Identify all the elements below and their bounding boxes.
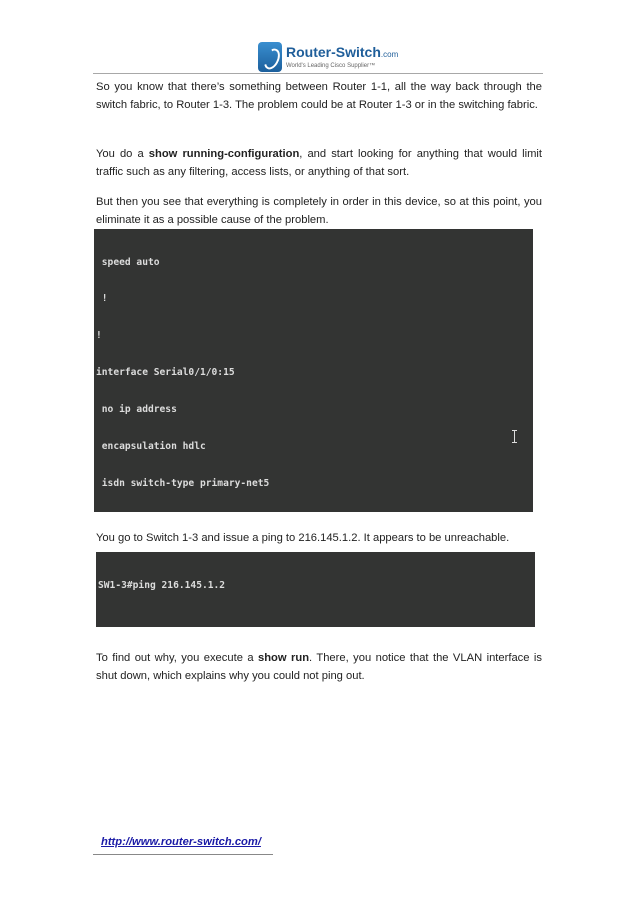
terminal-line: ! xyxy=(96,330,102,342)
router-switch-logo xyxy=(258,40,398,74)
terminal-line: interface Serial0/1/0:15 xyxy=(96,367,235,379)
terminal-line: isdn switch-type primary-net5 xyxy=(96,477,270,489)
terminal-line xyxy=(98,618,535,627)
terminal-line: ! xyxy=(96,293,108,305)
paragraph-4: You go to Switch 1-3 and issue a ping to 216.145.1.2. It appears to be unreachable. xyxy=(96,532,510,544)
paragraph-5: To find out why, you execute a show run. There, you notice that the VLAN interface is shut down, which explains why you could not ping out. xyxy=(96,652,542,682)
logo-domain: .com xyxy=(380,49,399,59)
command-show-running-config: show running-configuration xyxy=(148,148,300,160)
terminal-line: encapsulation hdlc xyxy=(96,441,206,453)
router-config-terminal xyxy=(94,229,533,512)
paragraph-1: So you know that there’s something between Router 1-1, all the way back through the switch fabric, to Router 1-3. The problem could be at Router 1-3 or in the switching fabric. xyxy=(96,81,542,111)
command-show-run: show run xyxy=(258,652,310,664)
header-divider xyxy=(93,73,543,74)
logo-name: Router-Switch.com xyxy=(286,43,399,60)
footer-divider xyxy=(93,854,273,855)
text-cursor-icon xyxy=(512,430,517,443)
terminal-line: no ip address xyxy=(96,404,177,416)
footer-website-link[interactable]: http://www.router-switch.com/ xyxy=(101,836,261,848)
terminal-line: SW1-3#ping 216.145.1.2 xyxy=(98,580,226,592)
logo-icon xyxy=(258,42,282,72)
switch-ping-terminal xyxy=(96,552,535,627)
logo-tagline: World's Leading Cisco Supplier™ xyxy=(286,62,376,69)
paragraph-2: You do a show running-configuration, and start looking for anything that would limit traffic such as any filtering, access lists, or anything of that sort. xyxy=(96,148,542,178)
paragraph-3: But then you see that everything is completely in order in this device, so at this point, you eliminate it as a possible cause of the problem. xyxy=(96,196,542,226)
terminal-line: speed auto xyxy=(96,256,160,268)
